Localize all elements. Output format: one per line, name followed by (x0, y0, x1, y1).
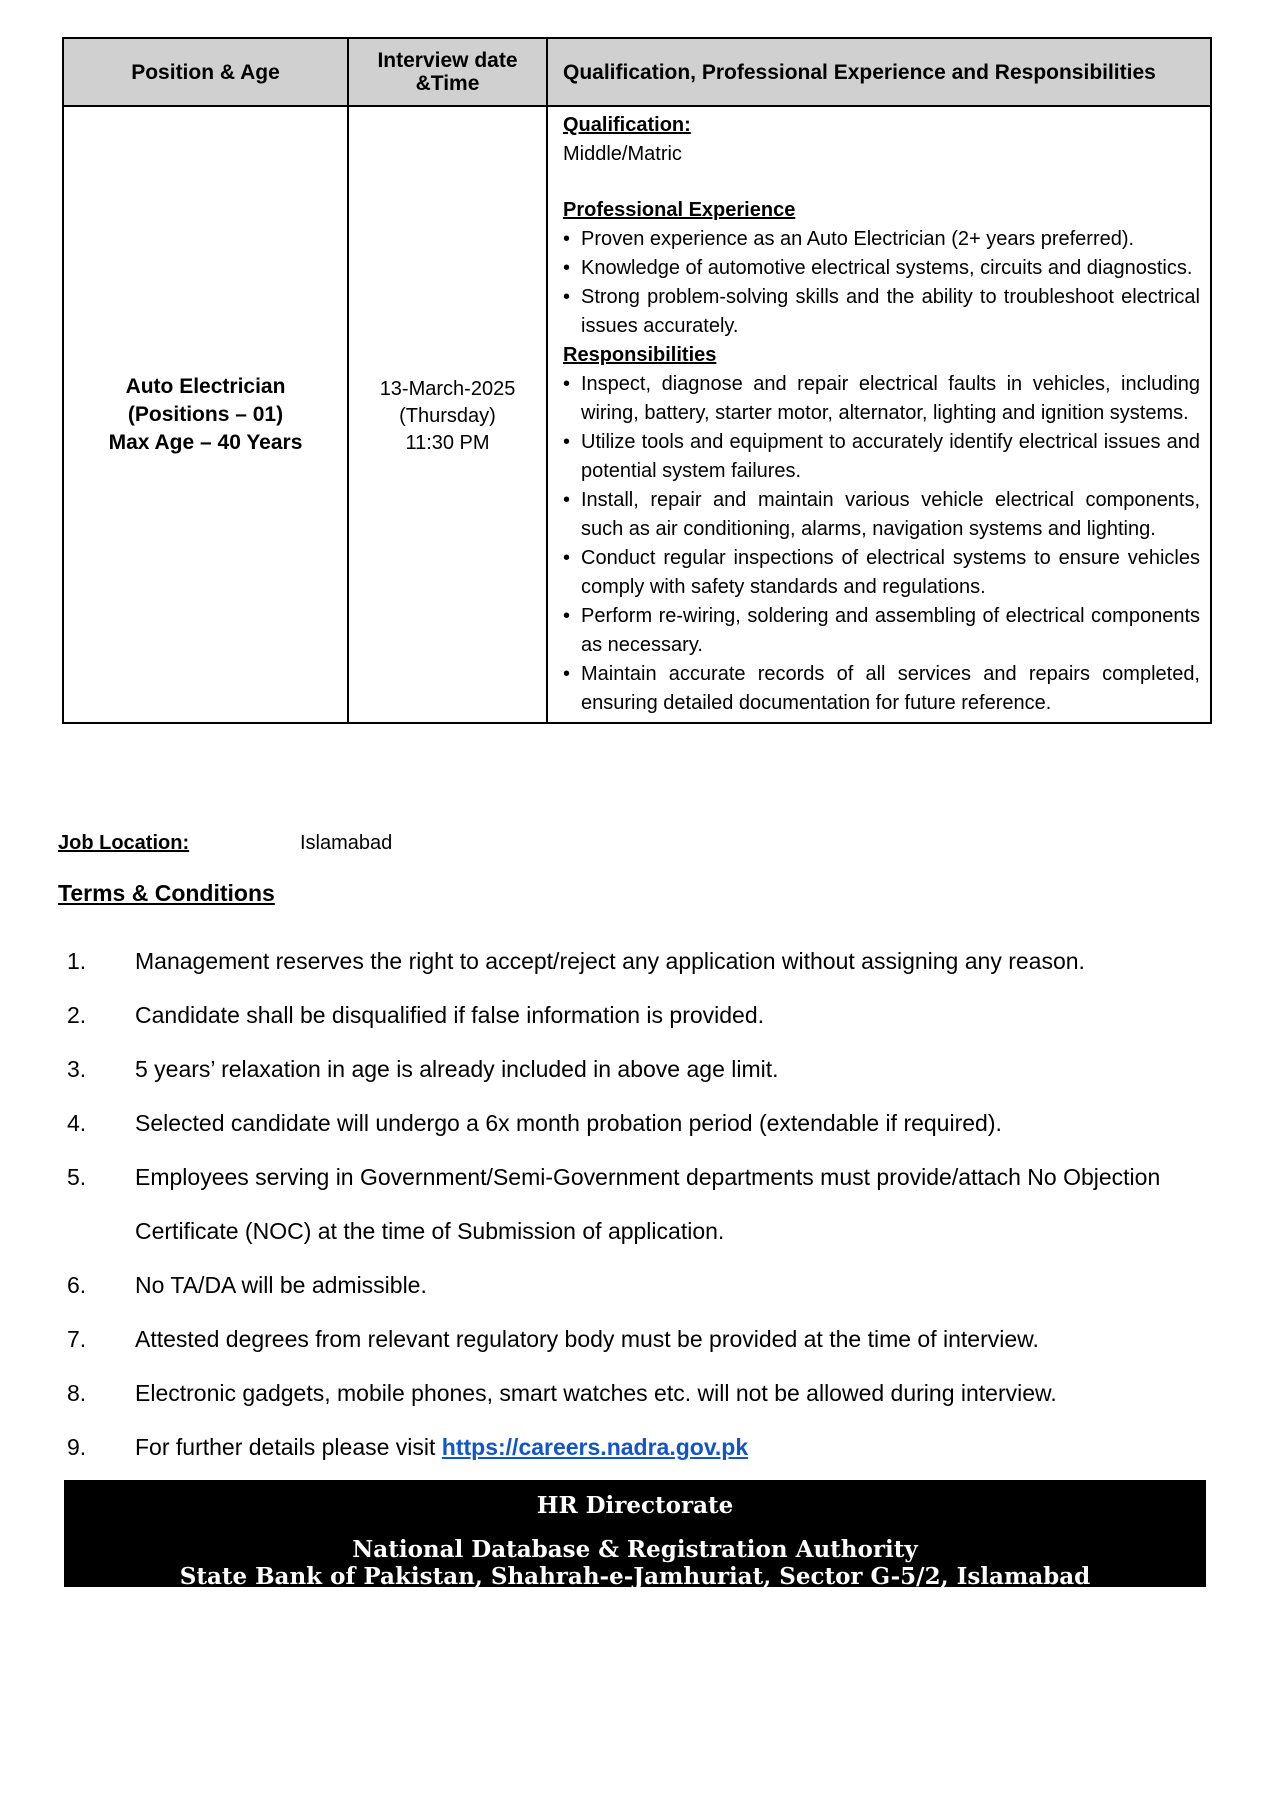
term-number: 7. (67, 1326, 87, 1352)
term-number: 1. (67, 948, 87, 974)
term-number: 6. (67, 1272, 87, 1298)
term-text: Electronic gadgets, mobile phones, smart watches etc. will not be allowed during interview. (135, 1380, 1057, 1406)
footer-address: State Bank of Pakistan, Shahrah-e-Jamhuriat, Sector G-5/2, Islamabad (179, 1563, 1091, 1590)
term-number: 4. (67, 1110, 87, 1136)
job-location-label: Job Location: (58, 832, 190, 854)
qualification-cell (547, 106, 1211, 723)
job-location-value: Islamabad (300, 832, 393, 854)
term-text: Employees serving in Government/Semi-Government departments must provide/attach No Objection Certificate (NOC) at the time of Submission of application. (135, 1164, 1161, 1244)
position-cell (63, 106, 348, 723)
list-item: • Conduct regular inspections of electrical systems to ensure vehicles comply with safety standards and regulations. (563, 544, 1200, 602)
qualification-heading: Qualification: (563, 114, 691, 136)
list-item: • Utilize tools and equipment to accurately identify electrical issues and potential system failures. (563, 428, 1200, 486)
list-item (58, 1258, 1208, 1312)
term-number: 5. (67, 1164, 87, 1190)
list-item (58, 1420, 1208, 1474)
list-item: • Inspect, diagnose and repair electrical faults in vehicles, including wiring, battery, starter motor, alternator, lighting and ignition systems. (563, 370, 1200, 428)
list-item (58, 1366, 1208, 1420)
header-qualification: Qualification, Professional Experience and Responsibilities (547, 38, 1211, 106)
list-item: • Maintain accurate records of all services and repairs completed, ensuring detailed documentation for future reference. (563, 660, 1200, 718)
term-text: Management reserves the right to accept/reject any application without assigning any reason. (135, 948, 1085, 974)
experience-list (563, 225, 1200, 341)
term-text: Selected candidate will undergo a 6x month probation period (extendable if required). (135, 1110, 1002, 1136)
list-item (58, 1312, 1208, 1366)
list-item: • Perform re-wiring, soldering and assembling of electrical components as necessary. (563, 602, 1200, 660)
max-age: Max Age – 40 Years (108, 430, 303, 454)
term-text: 5 years’ relaxation in age is already included in above age limit. (135, 1056, 779, 1082)
responsibilities-heading: Responsibilities (563, 344, 717, 366)
list-item (58, 934, 1208, 988)
term-text: No TA/DA will be admissible. (135, 1272, 427, 1298)
term-number: 8. (67, 1380, 87, 1406)
term-number: 9. (67, 1434, 87, 1460)
list-item (58, 1150, 1208, 1258)
terms-title: Terms & Conditions (58, 880, 275, 906)
job-location (58, 832, 393, 855)
list-item: • Knowledge of automotive electrical systems, circuits and diagnostics. (563, 254, 1200, 283)
interview-time: 11:30 PM (405, 431, 490, 454)
footer-banner (64, 1480, 1206, 1590)
term-number: 2. (67, 1002, 87, 1028)
term-text-prefix: For further details please visit (135, 1434, 442, 1460)
list-item (58, 988, 1208, 1042)
term-text (135, 1420, 1208, 1474)
interview-cell (348, 106, 547, 723)
terms-list (58, 934, 1208, 1474)
header-position-age: Position & Age (63, 38, 348, 106)
responsibilities-list (563, 370, 1200, 718)
list-item (58, 1096, 1208, 1150)
term-number: 3. (67, 1056, 87, 1082)
footer-organization: National Database & Registration Authority (352, 1536, 918, 1563)
position-title: Auto Electrician (125, 374, 286, 398)
interview-date: 13-March-2025 (379, 377, 516, 400)
header-interview-date (348, 38, 547, 106)
interview-day: (Thursday) (399, 404, 496, 427)
list-item: • Install, repair and maintain various vehicle electrical components, such as air conditioning, alarms, navigation systems and lighting. (563, 486, 1200, 544)
table-row (63, 106, 1211, 723)
term-text: Candidate shall be disqualified if false information is provided. (135, 1002, 765, 1028)
experience-heading: Professional Experience (563, 199, 796, 221)
list-item (58, 1042, 1208, 1096)
list-item: • Proven experience as an Auto Electrician (2+ years preferred). (563, 225, 1200, 254)
term-text: Attested degrees from relevant regulatory body must be provided at the time of interview. (135, 1326, 1039, 1352)
qualification-value: Middle/Matric (563, 143, 682, 165)
list-item: • Strong problem-solving skills and the ability to troubleshoot electrical issues accurately. (563, 283, 1200, 341)
footer-department: HR Directorate (536, 1492, 734, 1519)
job-table (62, 37, 1212, 724)
table-header-row (63, 38, 1211, 106)
careers-link[interactable]: https://careers.nadra.gov.pk (441, 1434, 749, 1460)
header-interview-date-label: Interview date &Time (377, 49, 518, 95)
position-count: (Positions – 01) (127, 402, 284, 426)
